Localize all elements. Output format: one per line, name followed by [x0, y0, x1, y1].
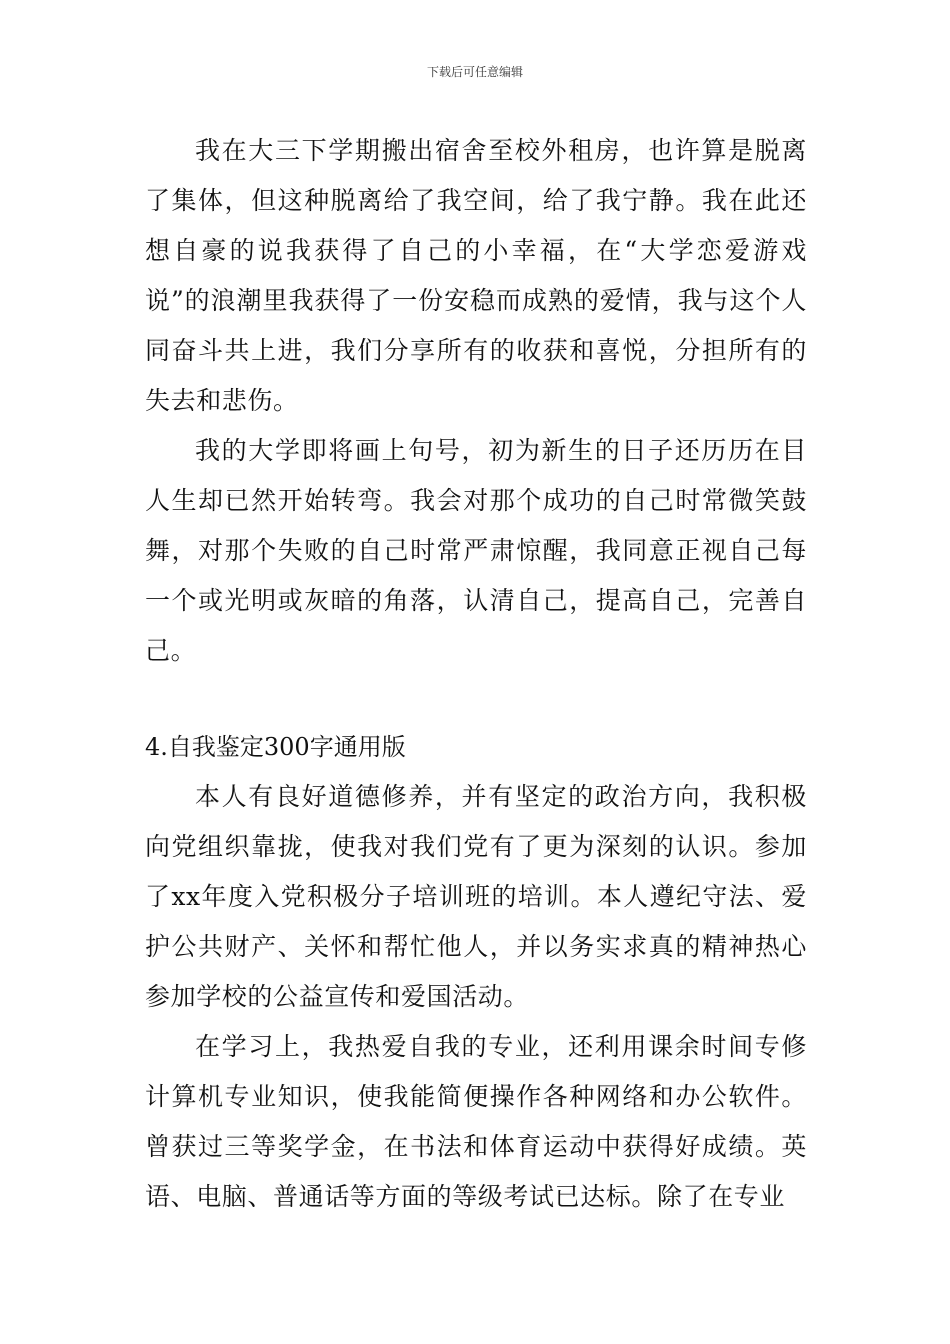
section-heading: 4.自我鉴定300字通用版 [145, 733, 406, 761]
paragraph-dorm-move: 我在大三下学期搬出宿舍至校外租房，也许算是脱离了集体，但这种脱离给了我空间，给了我宁静。我在此还想自豪的说我获得了自己的小幸福，在“大学恋爱游戏说”的浪潮里我获得了一份安稳而成熟的爱情，我与这个人同奋斗共上进，我们分享所有的收获和喜悦，分担所有的失去和悲伤。 [145, 136, 807, 415]
document-body [145, 126, 807, 1222]
page-header-note: 下载后可任意编辑 [426, 65, 523, 79]
section-spacer [145, 676, 807, 722]
paragraph-study: 在学习上，我热爱自我的专业，还利用课余时间专修计算机专业知识，使我能简便操作各种网络和办公软件。曾获过三等奖学金，在书法和体育运动中获得好成绩。英语、电脑、普通话等方面的等级考试已达标。除了在专业 [145, 1032, 807, 1211]
paragraph-moral-politics: 本人有良好道德修养，并有坚定的政治方向，我积极向党组织靠拢，使我对我们党有了更为深刻的认识。参加了xx年度入党积极分子培训班的培训。本人遵纪守法、爱护公共财产、关怀和帮忙他人，并以务实求真的精神热心参加学校的公益宣传和爱国活动。 [145, 782, 807, 1011]
paragraph-university-ending: 我的大学即将画上句号，初为新生的日子还历历在目人生却已然开始转弯。我会对那个成功的自己时常微笑鼓舞，对那个失败的自己时常严肃惊醒，我同意正视自己每一个或光明或灰暗的角落，认清自己，提高自己，完善自己。 [145, 436, 807, 665]
